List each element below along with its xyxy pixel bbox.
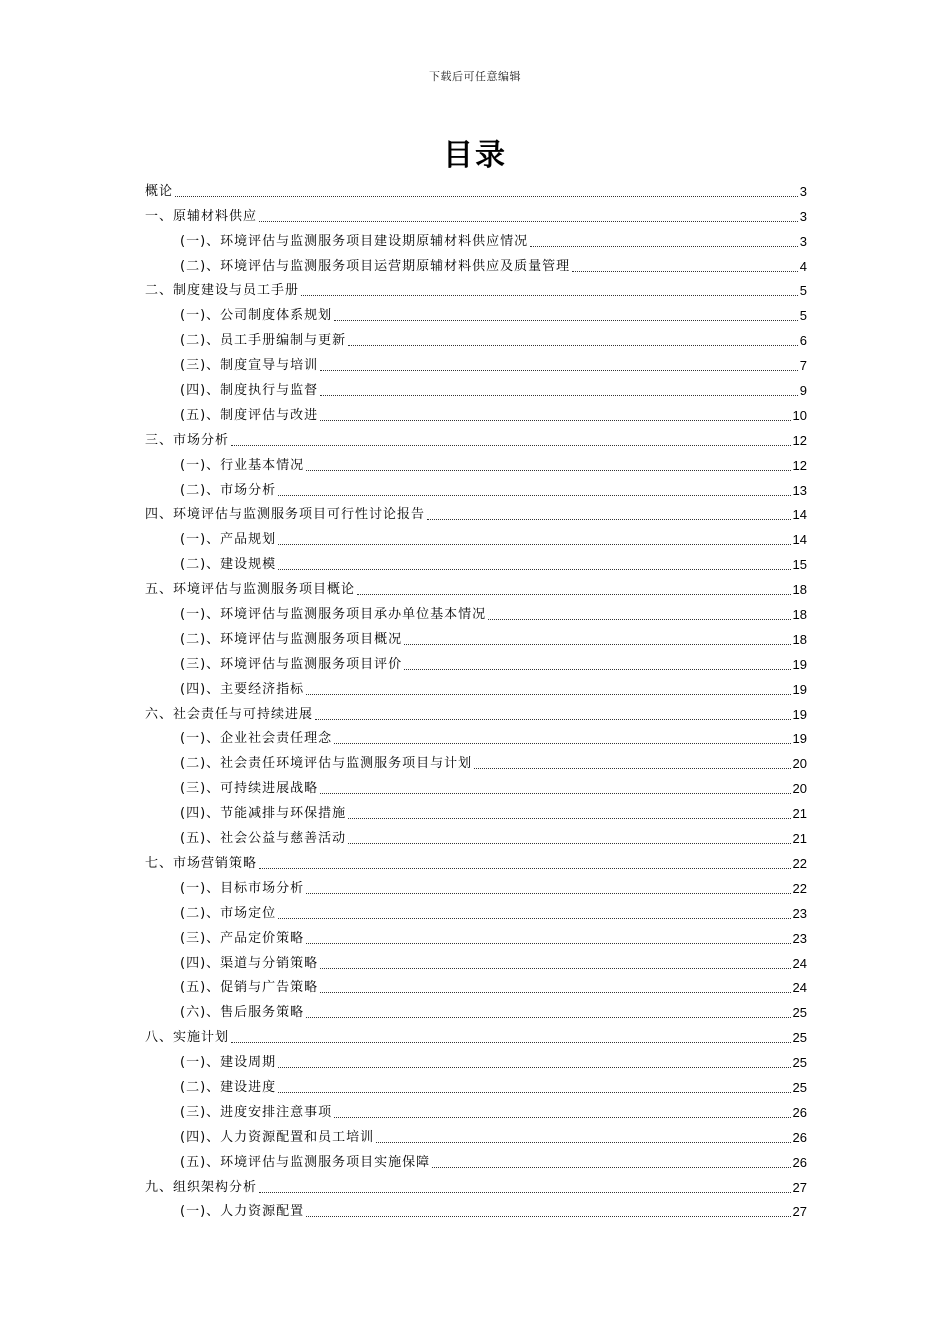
toc-entry-page: 24 <box>792 955 807 971</box>
toc-entry-label: 二、制度建设与员工手册 <box>145 283 300 299</box>
toc-entry-page: 5 <box>799 283 807 299</box>
toc-dot-leader <box>278 569 790 570</box>
toc-title: 目录 <box>443 138 507 173</box>
toc-entry[interactable] <box>145 299 807 324</box>
toc-entry-label: (四)、人力资源配置和员工培训 <box>180 1129 375 1145</box>
toc-entry-label: (二)、市场定位 <box>180 905 277 921</box>
toc-entry-page: 5 <box>799 308 807 324</box>
toc-entry[interactable] <box>145 673 807 698</box>
toc-entry[interactable] <box>145 399 807 424</box>
toc-dot-leader <box>306 694 790 695</box>
toc-entry-page: 26 <box>792 1129 807 1145</box>
toc-entry-page: 7 <box>799 358 807 374</box>
toc-entry[interactable] <box>145 897 807 922</box>
toc-entry-label: 概论 <box>145 183 174 199</box>
toc-entry[interactable] <box>145 698 807 723</box>
toc-entry-page: 25 <box>792 1055 807 1071</box>
toc-dot-leader <box>334 320 798 321</box>
toc-entry[interactable] <box>145 847 807 872</box>
toc-entry-page: 19 <box>792 731 807 747</box>
toc-entry-page: 3 <box>799 183 807 199</box>
toc-dot-leader <box>348 345 798 346</box>
toc-entry[interactable] <box>145 324 807 349</box>
toc-entry[interactable] <box>145 648 807 673</box>
toc-entry-label: (四)、节能减排与环保措施 <box>180 806 347 822</box>
toc-entry-label: 七、市场营销策略 <box>145 855 258 871</box>
toc-entry-page: 3 <box>799 208 807 224</box>
toc-entry-page: 12 <box>792 432 807 448</box>
toc-entry-label: (三)、制度宣导与培训 <box>180 358 319 374</box>
toc-dot-leader <box>231 1042 791 1043</box>
toc-entry-label: (三)、环境评估与监测服务项目评价 <box>180 656 403 672</box>
toc-entry-page: 24 <box>792 980 807 996</box>
toc-entry-page: 19 <box>792 706 807 722</box>
toc-entry-page: 25 <box>792 1030 807 1046</box>
toc-entry-label: (四)、主要经济指标 <box>180 681 305 697</box>
toc-dot-leader <box>488 619 790 620</box>
toc-dot-leader <box>306 470 790 471</box>
toc-entry-page: 21 <box>792 806 807 822</box>
toc-entry[interactable] <box>145 349 807 374</box>
toc-entry-label: (一)、环境评估与监测服务项目承办单位基本情况 <box>180 607 487 623</box>
toc-entry[interactable] <box>145 449 807 474</box>
toc-entry[interactable] <box>145 573 807 598</box>
toc-dot-leader <box>530 246 798 247</box>
toc-dot-leader <box>278 1092 790 1093</box>
toc-entry-label: (一)、产品规划 <box>180 532 277 548</box>
toc-entry[interactable] <box>145 1021 807 1046</box>
toc-entry-page: 26 <box>792 1154 807 1170</box>
toc-entry-label: (六)、售后服务策略 <box>180 1005 305 1021</box>
toc-dot-leader <box>474 768 790 769</box>
toc-entry-page: 23 <box>792 930 807 946</box>
toc-dot-leader <box>334 743 790 744</box>
toc-dot-leader <box>320 395 798 396</box>
toc-entry-page: 22 <box>792 855 807 871</box>
toc-dot-leader <box>301 295 798 296</box>
toc-entry[interactable] <box>145 797 807 822</box>
toc-entry[interactable] <box>145 1071 807 1096</box>
toc-entry[interactable] <box>145 523 807 548</box>
toc-entry-page: 18 <box>792 582 807 598</box>
toc-dot-leader <box>306 1017 790 1018</box>
toc-entry-label: (五)、促销与广告策略 <box>180 980 319 996</box>
toc-entry-page: 10 <box>792 407 807 423</box>
toc-entry-label: (五)、社会公益与慈善活动 <box>180 831 347 847</box>
toc-dot-leader <box>315 719 791 720</box>
toc-entry-page: 20 <box>792 781 807 797</box>
toc-entry-page: 20 <box>792 756 807 772</box>
toc-entry-label: (二)、环境评估与监测服务项目运营期原辅材料供应及质量管理 <box>180 258 571 274</box>
toc-entry[interactable] <box>145 250 807 275</box>
toc-entry[interactable] <box>145 175 807 200</box>
toc-entry[interactable] <box>145 723 807 748</box>
toc-dot-leader <box>306 943 790 944</box>
toc-dot-leader <box>259 221 798 222</box>
toc-dot-leader <box>376 1142 790 1143</box>
toc-dot-leader <box>278 918 790 919</box>
toc-entry[interactable] <box>145 1146 807 1171</box>
toc-dot-leader <box>404 669 790 670</box>
toc-entry-label: (一)、人力资源配置 <box>180 1204 305 1220</box>
toc-entry[interactable] <box>145 474 807 499</box>
toc-entry[interactable] <box>145 424 807 449</box>
toc-entry[interactable] <box>145 548 807 573</box>
toc-entry-label: 一、原辅材料供应 <box>145 208 258 224</box>
toc-entry-label: 八、实施计划 <box>145 1030 230 1046</box>
toc-entry[interactable] <box>145 972 807 997</box>
toc-entry[interactable] <box>145 225 807 250</box>
toc-entry-page: 18 <box>792 607 807 623</box>
toc-entry-label: (五)、制度评估与改进 <box>180 407 319 423</box>
toc-entry-label: (五)、环境评估与监测服务项目实施保障 <box>180 1154 431 1170</box>
toc-dot-leader <box>320 793 790 794</box>
toc-entry[interactable] <box>145 1171 807 1196</box>
toc-entry-label: (一)、行业基本情况 <box>180 457 305 473</box>
toc-entry[interactable] <box>145 499 807 524</box>
toc-entry-label: (一)、目标市场分析 <box>180 880 305 896</box>
toc-dot-leader <box>259 1192 791 1193</box>
toc-entry-page: 15 <box>792 557 807 573</box>
toc-entry[interactable] <box>145 922 807 947</box>
toc-entry-page: 26 <box>792 1104 807 1120</box>
toc-entry-label: 六、社会责任与可持续进展 <box>145 706 314 722</box>
toc-dot-leader <box>404 644 790 645</box>
toc-dot-leader <box>427 519 791 520</box>
toc-entry-page: 27 <box>792 1204 807 1220</box>
toc-list <box>145 175 807 1220</box>
toc-entry[interactable] <box>145 200 807 225</box>
toc-entry-label: (二)、社会责任环境评估与监测服务项目与计划 <box>180 756 473 772</box>
toc-entry-label: (一)、公司制度体系规划 <box>180 308 333 324</box>
toc-entry[interactable] <box>145 1096 807 1121</box>
toc-dot-leader <box>334 1117 790 1118</box>
toc-entry[interactable] <box>145 947 807 972</box>
toc-dot-leader <box>320 420 790 421</box>
toc-entry-label: (三)、可持续进展战略 <box>180 781 319 797</box>
toc-entry-label: (二)、员工手册编制与更新 <box>180 333 347 349</box>
toc-entry-label: (三)、产品定价策略 <box>180 930 305 946</box>
toc-dot-leader <box>357 594 791 595</box>
toc-dot-leader <box>231 445 791 446</box>
toc-entry[interactable] <box>145 598 807 623</box>
toc-dot-leader <box>306 893 790 894</box>
toc-entry[interactable] <box>145 1121 807 1146</box>
toc-dot-leader <box>278 495 790 496</box>
toc-dot-leader <box>278 1067 790 1068</box>
toc-dot-leader <box>306 1216 790 1217</box>
toc-entry-page: 12 <box>792 457 807 473</box>
toc-dot-leader <box>259 868 791 869</box>
toc-entry-label: (二)、建设规模 <box>180 557 277 573</box>
toc-entry-page: 6 <box>799 333 807 349</box>
toc-entry-label: (四)、渠道与分销策略 <box>180 955 319 971</box>
toc-entry-label: 四、环境评估与监测服务项目可行性讨论报告 <box>145 507 426 523</box>
toc-entry-page: 25 <box>792 1079 807 1095</box>
toc-dot-leader <box>348 843 790 844</box>
toc-entry-page: 25 <box>792 1005 807 1021</box>
toc-entry[interactable] <box>145 623 807 648</box>
toc-entry-page: 14 <box>792 532 807 548</box>
toc-entry-page: 21 <box>792 831 807 847</box>
toc-dot-leader <box>320 968 790 969</box>
toc-entry-page: 19 <box>792 656 807 672</box>
toc-entry[interactable] <box>145 374 807 399</box>
toc-entry-page: 14 <box>792 507 807 523</box>
toc-entry[interactable] <box>145 772 807 797</box>
toc-entry-label: (二)、市场分析 <box>180 482 277 498</box>
toc-entry-label: 九、组织架构分析 <box>145 1179 258 1195</box>
toc-entry-label: (一)、环境评估与监测服务项目建设期原辅材料供应情况 <box>180 233 529 249</box>
toc-entry-label: 三、市场分析 <box>145 432 230 448</box>
toc-entry[interactable] <box>145 872 807 897</box>
toc-entry-label: (二)、环境评估与监测服务项目概况 <box>180 631 403 647</box>
toc-entry[interactable] <box>145 275 807 300</box>
toc-entry-page: 3 <box>799 233 807 249</box>
toc-entry-label: (二)、建设进度 <box>180 1079 277 1095</box>
toc-entry-label: 五、环境评估与监测服务项目概论 <box>145 582 356 598</box>
toc-entry-page: 4 <box>799 258 807 274</box>
toc-entry[interactable] <box>145 747 807 772</box>
toc-entry-page: 9 <box>799 383 807 399</box>
toc-entry-label: (一)、企业社会责任理念 <box>180 731 333 747</box>
toc-entry-page: 18 <box>792 631 807 647</box>
toc-dot-leader <box>572 271 798 272</box>
toc-entry-page: 22 <box>792 880 807 896</box>
toc-dot-leader <box>278 544 790 545</box>
toc-dot-leader <box>432 1167 790 1168</box>
toc-dot-leader <box>348 818 790 819</box>
toc-entry[interactable] <box>145 1196 807 1221</box>
toc-entry-page: 27 <box>792 1179 807 1195</box>
toc-entry-page: 13 <box>792 482 807 498</box>
toc-entry[interactable] <box>145 996 807 1021</box>
toc-entry-label: (四)、制度执行与监督 <box>180 383 319 399</box>
toc-entry[interactable] <box>145 1046 807 1071</box>
toc-entry-page: 23 <box>792 905 807 921</box>
toc-dot-leader <box>175 196 798 197</box>
toc-entry[interactable] <box>145 822 807 847</box>
toc-dot-leader <box>320 370 798 371</box>
toc-dot-leader <box>320 992 790 993</box>
toc-entry-label: (三)、进度安排注意事项 <box>180 1104 333 1120</box>
toc-entry-page: 19 <box>792 681 807 697</box>
toc-entry-label: (一)、建设周期 <box>180 1055 277 1071</box>
header-note: 下载后可任意编辑 <box>429 70 521 83</box>
